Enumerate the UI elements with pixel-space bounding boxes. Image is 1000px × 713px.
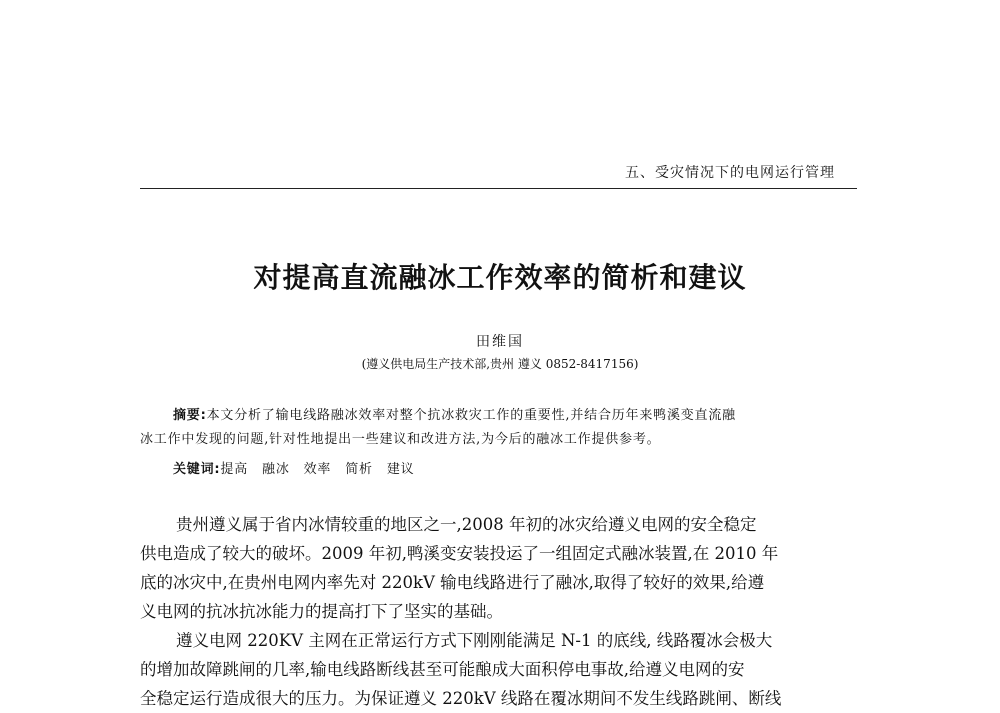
keywords-label: 关键词: — [173, 462, 221, 477]
header-rule — [140, 188, 857, 189]
body-line: 遵义电网 220KV 主网在正常运行方式下刚刚能满足 N-1 的底线, 线路覆冰会极大 — [176, 631, 773, 650]
keyword-item: 简析 — [345, 462, 373, 477]
author-name: 田维国 — [476, 334, 524, 350]
abstract-line — [140, 404, 860, 428]
body-line: 供电造成了较大的破坏。2009 年初,鸭溪变安装投运了一组固定式融冰装置,在 2010 年 — [140, 544, 779, 563]
running-header: 五、受灾情况下的电网运行管理 — [625, 165, 835, 181]
author-affiliation: (遵义供电局生产技术部,贵州 遵义 0852-8417156) — [361, 357, 639, 371]
abstract-label: 摘要: — [173, 408, 207, 423]
keyword-item: 融冰 — [262, 462, 290, 477]
paper-title: 对提高直流融冰工作效率的简析和建议 — [253, 261, 747, 294]
abstract — [140, 404, 860, 452]
body-text — [140, 510, 860, 713]
keyword-item: 建议 — [386, 462, 415, 477]
abstract-text: 本文分析了输电线路融冰效率对整个抗冰救灾工作的重要性,并结合历年来鸭溪变直流融 — [206, 408, 736, 423]
keywords — [173, 458, 428, 477]
body-line: 全稳定运行造成很大的压力。为保证遵义 220kV 线路在覆冰期间不发生线路跳闸、断线 — [140, 689, 782, 708]
body-line: 底的冰灾中,在贵州电网内率先对 220kV 输电线路进行了融冰,取得了较好的效果,给遵 — [140, 573, 765, 592]
abstract-line: 冰工作中发现的问题,针对性地提出一些建议和改进方法,为今后的融冰工作提供参考。 — [140, 432, 661, 447]
body-line: 贵州遵义属于省内冰情较重的地区之一,2008 年初的冰灾给遵义电网的安全稳定 — [176, 515, 757, 534]
body-line: 的增加故障跳闸的几率,输电线路断线甚至可能酿成大面积停电事故,给遵义电网的安 — [140, 660, 745, 679]
keyword-item: 提高 — [220, 462, 249, 477]
body-line: 义电网的抗冰抗冰能力的提高打下了坚实的基础。 — [140, 602, 503, 621]
keyword-item: 效率 — [303, 462, 332, 477]
